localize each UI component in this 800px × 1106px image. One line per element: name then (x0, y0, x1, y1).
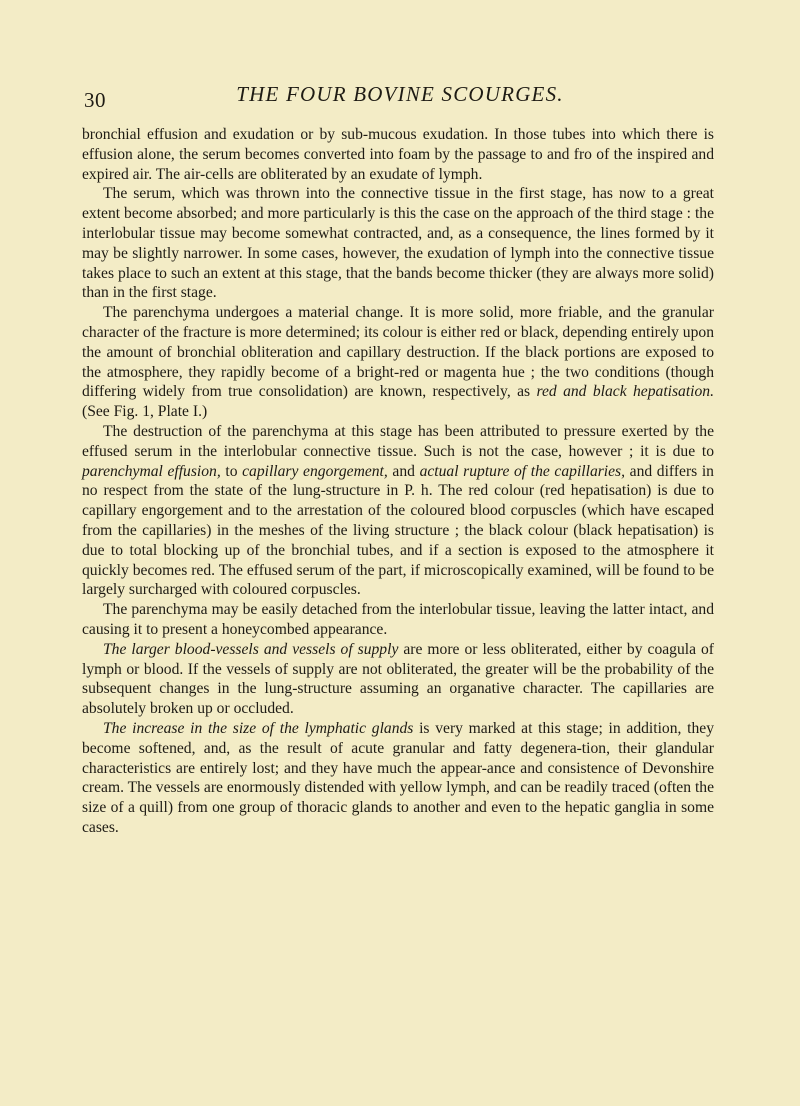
text-run: The parenchyma may be easily detached from the interlobular tissue, leaving the latter intact, and causing it to present a honeycombed appearance. (82, 601, 714, 638)
paragraph (82, 125, 714, 184)
body-text (82, 125, 714, 838)
text-run: is very marked at this stage; in addition, they become softened, and, as the result of acute granular and fatty degenera-tion, their glandular characteristics are entirely lost; and they have much the appear-ance and consistence of Devonshire cream. The vessels are enormously distended with yellow lymph, and can be readily traced (often the size of a quill) from one group of thoracic glands to another and even to the hepatic ganglia in some cases. (82, 719, 714, 836)
italic-phrase: The increase in the size of the lymphatic glands (103, 719, 414, 737)
italic-phrase: parenchymal effusion, (82, 462, 221, 480)
page-header (0, 82, 800, 112)
italic-phrase: actual rupture of the capillaries, (419, 462, 626, 480)
running-title: THE FOUR BOVINE SCOURGES. (236, 82, 564, 106)
italic-phrase: red and black hepatisation. (536, 383, 715, 401)
text-run: and (387, 462, 420, 480)
text-run: and differs in no respect from the state of the lung-structure in P. h. The red colour (red hepatisation) is due to capillary engorgement and to the arrestation of the coloured blood corpuscles (which have escaped from the capillaries) in the meshes of the living structure ; the black colour (black hepatisation) is due to total blocking up of the bronchial tubes, and if a section is exposed to the atmosphere it quickly becomes red. The effused serum of the part, if microscopically examined, will be found to be largely surcharged with coloured corpuscles. (82, 462, 714, 599)
paragraph (82, 184, 714, 303)
paragraph (82, 600, 714, 640)
page-number: 30 (84, 88, 106, 112)
text-run: The serum, which was thrown into the connective tissue in the first stage, has now to a great extent become absorbed; and more particularly is this the case on the approach of the third stage : the interlobular tissue may become somewhat contracted, and, as a consequence, the lines formed by it may be slightly narrower. In some cases, however, the exudation of lymph into the connective tissue takes place to such an extent at this stage, that the bands become thicker (they are always more solid) than in the first stage. (82, 185, 714, 302)
text-run: The destruction of the parenchyma at this stage has been attributed to pressure exerted by the effused serum in the interlobular connective tissue. Such is not the case, however ; it is due to (82, 422, 714, 460)
text-run: The parenchyma undergoes a material change. It is more solid, more friable, and the granular character of the fracture is more determined; its colour is either red or black, depending entirely upon the amount of bronchial obliteration and capillary destruction. If the black portions are exposed to the atmosphere, they rapidly become of a bright-red or magenta hue ; the two conditions (though differing widely from true consolidation) are known, respectively, as (82, 304, 714, 401)
paragraph (82, 303, 714, 422)
text-run: to (220, 462, 243, 480)
paragraph (82, 640, 714, 719)
italic-phrase: The larger blood-vessels and vessels of supply (103, 640, 399, 658)
paragraph (82, 719, 714, 838)
text-run: bronchial effusion and exudation or by sub-mucous exudation. In those tubes into which there is effusion alone, the serum becomes converted into foam by the passage to and fro of the inspired and expired air. The air-cells are obliterated by an exudate of lymph. (82, 126, 714, 183)
italic-phrase: capillary engorgement, (242, 462, 388, 480)
text-run: are more or less obliterated, either by coagula of lymph or blood. If the vessels of supply are not obliterated, the greater will be the probability of the subsequent changes in the lung-structure assuming an organative character. The capillaries are absolutely broken up or occluded. (82, 640, 714, 718)
text-run: (See Fig. 1, Plate I.) (82, 403, 208, 421)
paragraph (82, 422, 714, 600)
